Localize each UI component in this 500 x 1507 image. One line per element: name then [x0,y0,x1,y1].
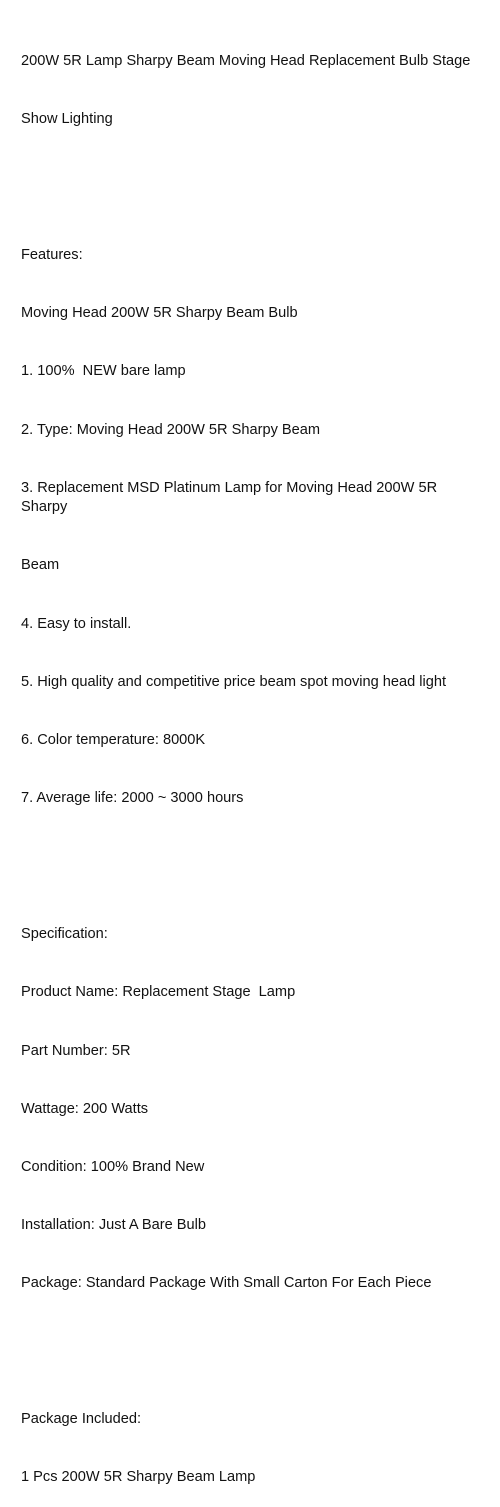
spec-item: Product Name: Replacement Stage Lamp [21,984,296,1001]
feature-item: 4. Easy to install. [21,615,132,632]
spacer [21,847,486,866]
title-line-1: 200W 5R Lamp Sharpy Beam Moving Head Replacement Bulb Stage [21,52,471,69]
specification-heading: Specification: [21,926,108,943]
feature-item: 3. Replacement MSD Platinum Lamp for Moving Head 200W 5R Sharpy [21,479,442,516]
spacer [21,168,486,187]
product-description [21,13,486,1507]
title-line-2: Show Lighting [21,111,113,128]
feature-item-continued: Beam [21,557,60,574]
feature-item: 6. Color temperature: 8000K [21,732,206,749]
feature-item: 2. Type: Moving Head 200W 5R Sharpy Beam [21,421,321,438]
feature-item: 7. Average life: 2000 ~ 3000 hours [21,790,244,807]
package-heading: Package Included: [21,1411,142,1428]
spec-item: Installation: Just A Bare Bulb [21,1217,206,1234]
features-heading: Features: [21,246,83,263]
spacer [21,1333,486,1352]
spec-item: Wattage: 200 Watts [21,1100,149,1117]
feature-item: 1. 100% NEW bare lamp [21,363,186,380]
spec-item: Part Number: 5R [21,1042,131,1059]
package-item: 1 Pcs 200W 5R Sharpy Beam Lamp [21,1469,256,1486]
feature-item: 5. High quality and competitive price beam spot moving head light [21,673,447,690]
spec-item: Condition: 100% Brand New [21,1158,205,1175]
features-intro: Moving Head 200W 5R Sharpy Beam Bulb [21,305,298,322]
spec-item: Package: Standard Package With Small Carton For Each Piece [21,1275,432,1292]
